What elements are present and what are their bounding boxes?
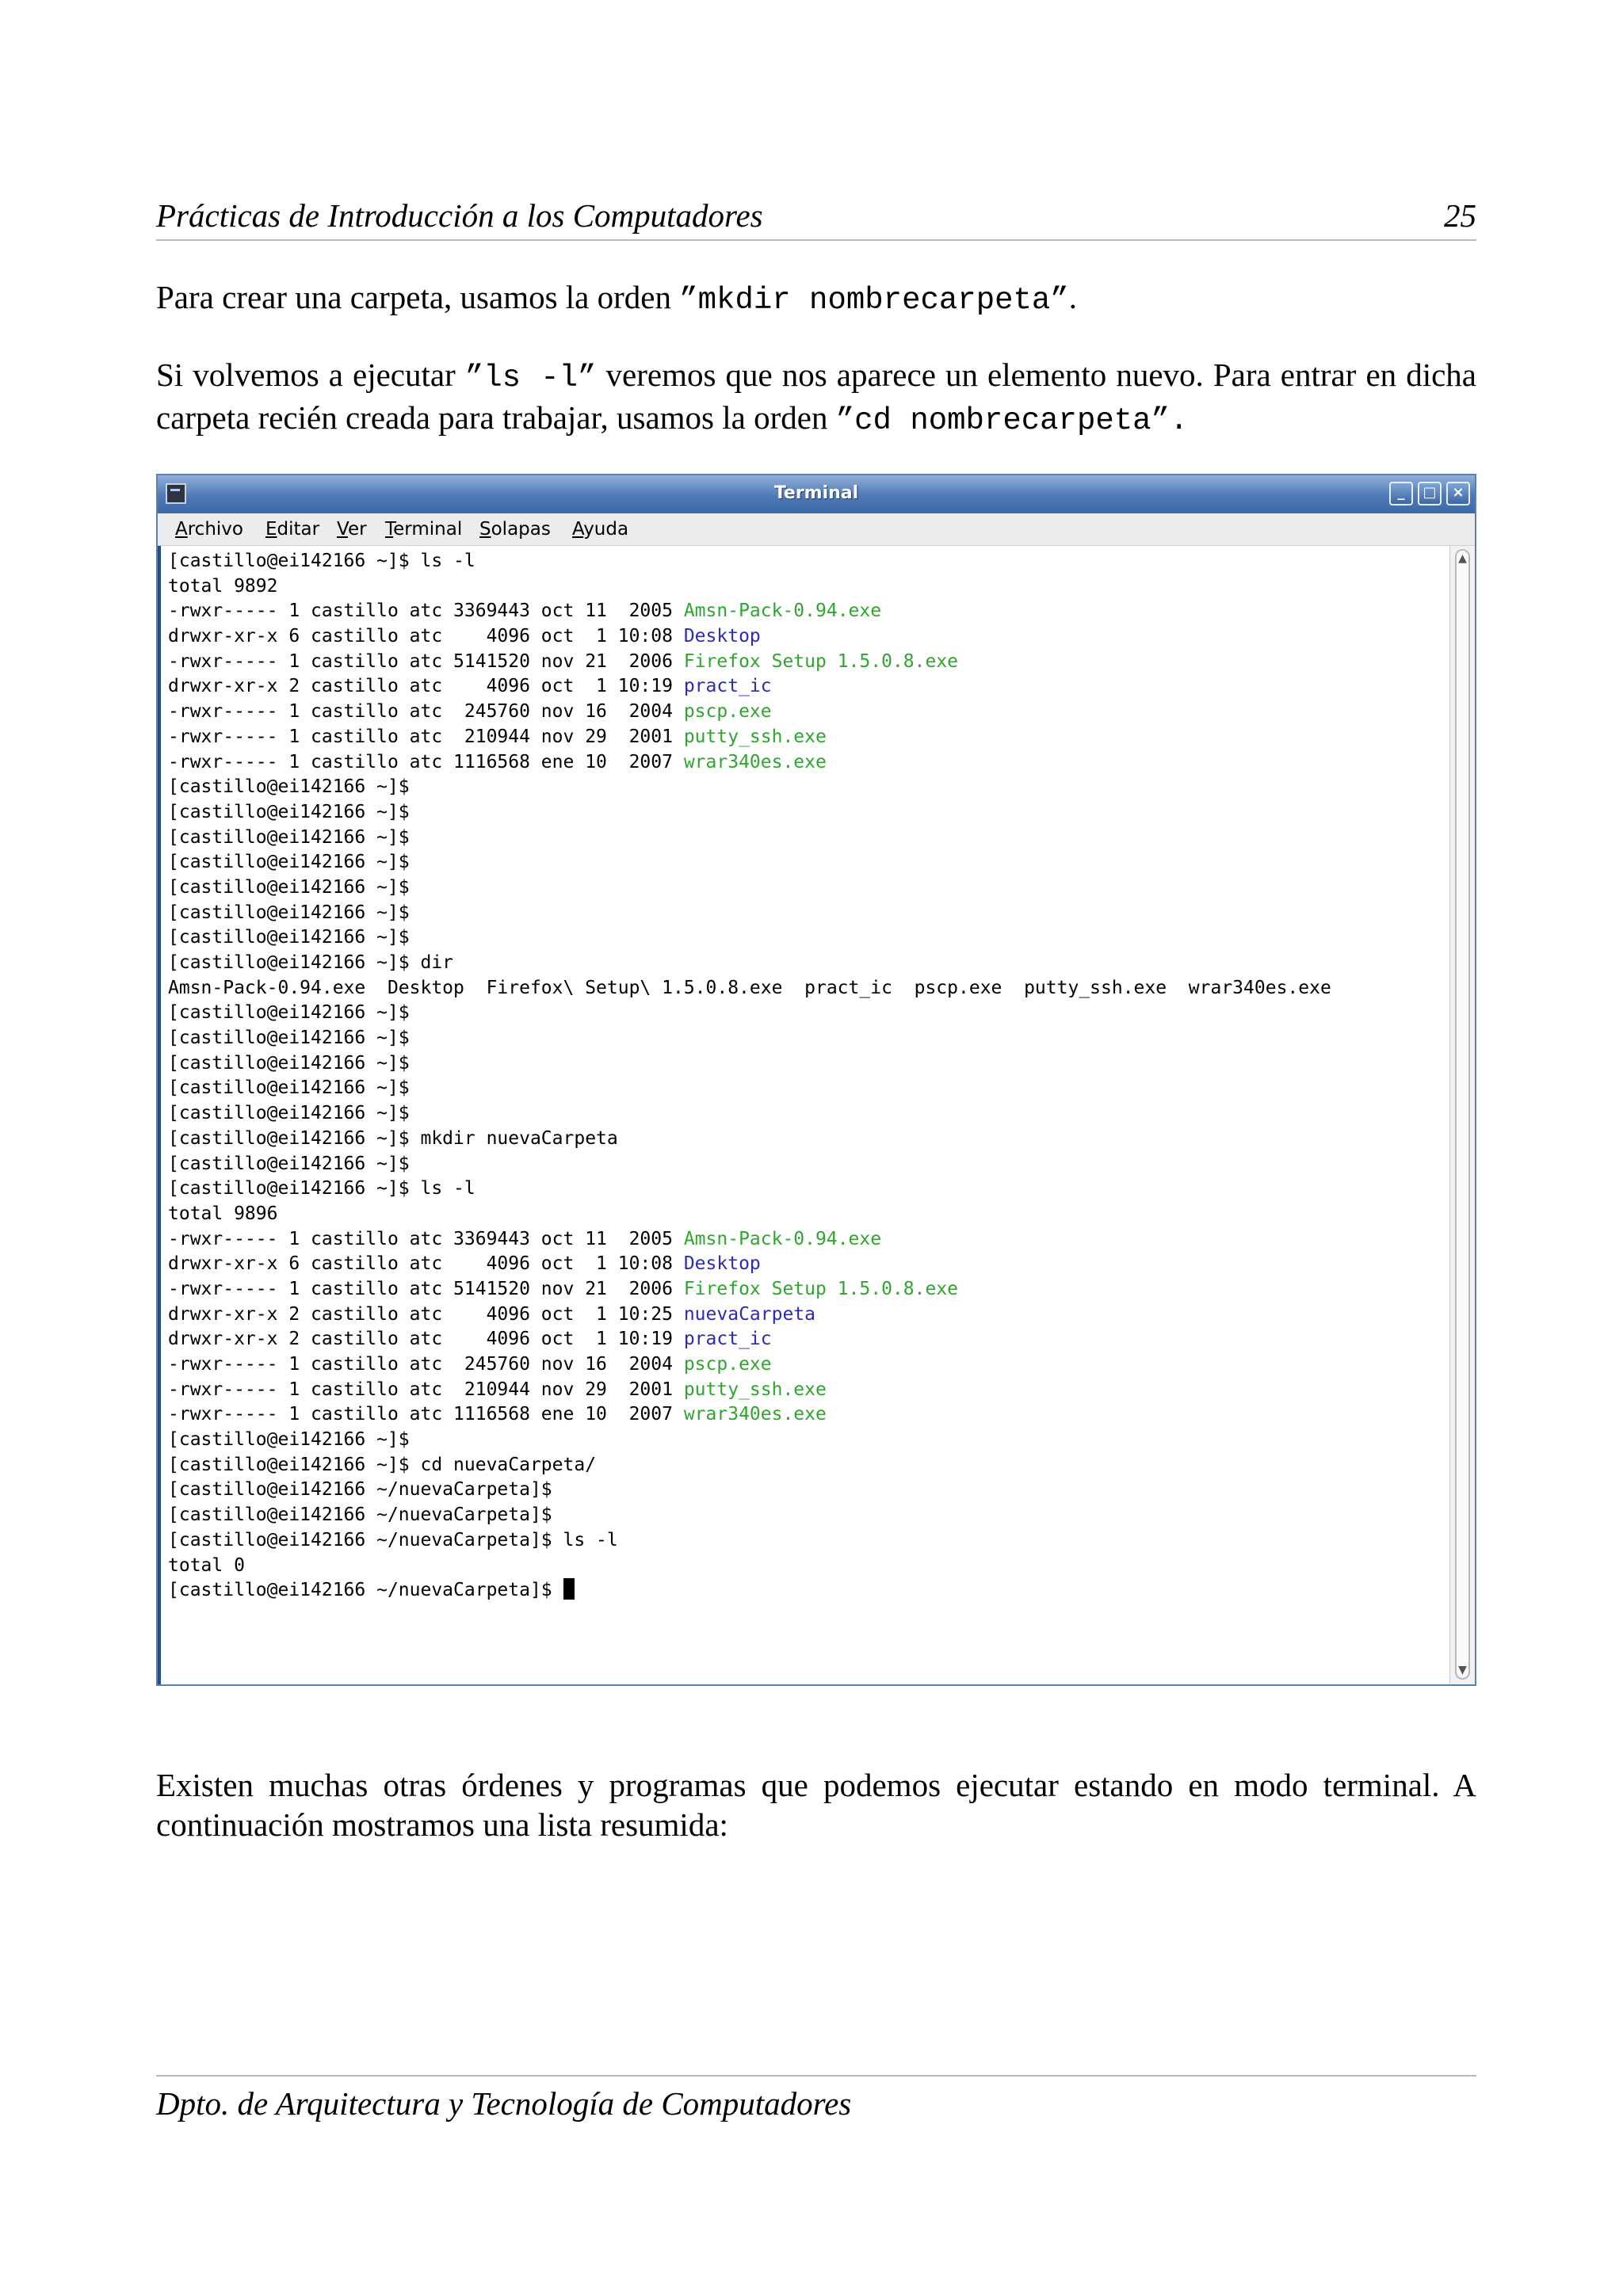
terminal-line [168,976,1331,1001]
terminal-text: [castillo@ei142166 ~]$ [168,1052,410,1074]
paragraph-summary: Existen muchas otras órdenes y programas que podemos ejecutar estando en modo terminal. A continuación mostramos una lista resumida: [156,1767,1476,1843]
terminal-line [168,1277,1331,1302]
terminal-output[interactable] [158,546,1449,1684]
executable-file-name: Firefox Setup 1.5.0.8.exe [683,1278,959,1299]
paragraph-ls-cd [156,355,1476,441]
terminal-text: total 9892 [168,575,278,597]
executable-file-name: pscp.exe [683,1354,772,1375]
terminal-lines [168,549,1331,1604]
terminal-line [168,549,1331,574]
terminal-line [168,1578,1331,1604]
terminal-line [168,1378,1331,1403]
menu-bar [158,513,1475,546]
terminal-text: [castillo@ei142166 ~]$ [168,902,410,923]
terminal-line [168,800,1331,826]
terminal-line [168,1252,1331,1277]
terminal-line [168,700,1331,725]
paragraph-text: Para crear una carpeta, usamos la orden [156,279,680,315]
terminal-line [168,1528,1331,1554]
terminal-line [168,875,1331,901]
terminal-text: Amsn-Pack-0.94.exe Desktop Firefox\ Setup\ 1.5.0.8.exe pract_ic pscp.exe putty_ssh.exe wrar340es.exe [168,977,1331,998]
scroll-up-icon[interactable]: ▲ [1458,552,1467,565]
page-footer [156,2075,1476,2122]
window-titlebar[interactable] [158,475,1475,513]
header-title: Prácticas de Introducción a los Computadores [156,197,763,234]
terminal-text: -rwxr----- 1 castillo atc 245760 nov 16 2004 [168,701,684,723]
terminal-text: [castillo@ei142166 ~]$ [168,927,410,948]
terminal-line [168,1428,1331,1453]
terminal-text: [castillo@ei142166 ~]$ [168,1153,410,1174]
terminal-line [168,1152,1331,1177]
minimize-icon[interactable]: _ [1389,482,1413,505]
directory-name: pract_ic [683,676,772,697]
executable-file-name: wrar340es.exe [683,1404,827,1425]
terminal-line [168,1227,1331,1253]
terminal-line [168,775,1331,800]
terminal-line [168,1453,1331,1478]
terminal-line [168,599,1331,624]
page-number: 25 [1444,197,1476,234]
terminal-text: total 9896 [168,1203,278,1224]
terminal-text: [castillo@ei142166 ~]$ [168,826,410,848]
scrollbar[interactable] [1449,546,1475,1684]
paragraph-end: . [1068,279,1077,315]
terminal-text: -rwxr----- 1 castillo atc 5141520 nov 21 2006 [168,650,684,672]
terminal-line [168,1503,1331,1528]
terminal-line [168,901,1331,926]
terminal-window [156,474,1476,1686]
command-ls: ”ls -l” [464,360,597,395]
terminal-line [168,725,1331,750]
directory-name: pract_ic [683,1329,772,1350]
page-header [156,193,1476,241]
executable-file-name: putty_ssh.exe [683,1379,827,1400]
footer-text: Dpto. de Arquitectura y Tecnología de Computadores [156,2085,852,2122]
terminal-line [168,1327,1331,1352]
terminal-line [168,1076,1331,1101]
terminal-text: [castillo@ei142166 ~]$ ls -l [168,551,475,571]
terminal-line [168,624,1331,650]
command-mkdir: ”mkdir nombrecarpeta” [679,283,1069,318]
terminal-line [168,750,1331,776]
terminal-line [168,1302,1331,1328]
directory-name: Desktop [683,1253,761,1275]
terminal-line [168,1026,1331,1051]
close-icon[interactable]: × [1446,482,1470,505]
terminal-line [168,1202,1331,1227]
terminal-text: [castillo@ei142166 ~]$ ls -l [168,1178,475,1199]
terminal-text: drwxr-xr-x 2 castillo atc 4096 oct 1 10:25 [168,1303,684,1325]
terminal-line [168,1554,1331,1579]
window-title: Terminal [773,483,859,503]
terminal-text: [castillo@ei142166 ~]$ [168,1028,410,1049]
executable-file-name: Amsn-Pack-0.94.exe [683,1228,882,1249]
terminal-line [168,1127,1331,1152]
terminal-text: [castillo@ei142166 ~]$ [168,1002,410,1024]
terminal-text: [castillo@ei142166 ~/nuevaCarpeta]$ ls -l [168,1529,618,1550]
terminal-text: drwxr-xr-x 2 castillo atc 4096 oct 1 10:19 [168,1329,684,1350]
terminal-text: -rwxr----- 1 castillo atc 3369443 oct 11 2005 [168,601,684,622]
scroll-down-icon[interactable]: ▼ [1458,1664,1467,1676]
terminal-line [168,1177,1331,1202]
terminal-line [168,951,1331,976]
terminal-text: [castillo@ei142166 ~/nuevaCarpeta]$ [168,1505,552,1526]
terminal-text: drwxr-xr-x 2 castillo atc 4096 oct 1 10:19 [168,676,684,697]
terminal-line [168,650,1331,675]
terminal-text: [castillo@ei142166 ~]$ [168,801,410,822]
terminal-text: [castillo@ei142166 ~]$ mkdir nuevaCarpeta [168,1127,618,1149]
terminal-text: drwxr-xr-x 6 castillo atc 4096 oct 1 10:08 [168,1253,684,1275]
terminal-line [168,1478,1331,1503]
command-cd: ”cd nombrecarpeta”. [835,403,1189,438]
directory-name: Desktop [683,626,761,647]
menu-archivo[interactable]: Archivo [175,519,243,540]
terminal-text: -rwxr----- 1 castillo atc 210944 nov 29 2001 [168,1379,684,1400]
terminal-text: -rwxr----- 1 castillo atc 1116568 ene 10 2007 [168,1404,684,1425]
executable-file-name: wrar340es.exe [683,751,827,772]
terminal-line [168,850,1331,875]
terminal-text: [castillo@ei142166 ~]$ [168,1429,410,1451]
paragraph-text: Si volvemos a ejecutar [156,357,465,393]
executable-file-name: Amsn-Pack-0.94.exe [683,601,882,622]
scrollbar-track[interactable] [1455,549,1470,1680]
terminal-text: [castillo@ei142166 ~]$ cd nuevaCarpeta/ [168,1454,597,1475]
terminal-line [168,826,1331,851]
menu-solapas[interactable]: Solapas [479,519,551,540]
executable-file-name: Firefox Setup 1.5.0.8.exe [683,650,959,672]
terminal-line [168,1001,1331,1026]
directory-name: nuevaCarpeta [683,1303,815,1325]
paragraph-mkdir [156,277,1476,320]
terminal-line [168,574,1331,600]
terminal-text: -rwxr----- 1 castillo atc 210944 nov 29 2001 [168,726,684,747]
terminal-text: [castillo@ei142166 ~]$ dir [168,952,454,973]
terminal-text: -rwxr----- 1 castillo atc 1116568 ene 10 2007 [168,751,684,772]
terminal-line [168,674,1331,700]
menu-terminal[interactable]: Terminal [385,519,463,540]
terminal-line [168,1101,1331,1127]
maximize-icon[interactable]: □ [1418,482,1442,505]
terminal-line [168,925,1331,951]
menu-ver[interactable]: Ver [337,519,367,540]
terminal-text: drwxr-xr-x 6 castillo atc 4096 oct 1 10:08 [168,626,684,647]
terminal-text: -rwxr----- 1 castillo atc 3369443 oct 11 2005 [168,1228,684,1249]
terminal-text: [castillo@ei142166 ~]$ [168,876,410,898]
terminal-text: [castillo@ei142166 ~]$ [168,776,410,798]
terminal-line [168,1051,1331,1077]
terminal-text: -rwxr----- 1 castillo atc 5141520 nov 21 2006 [168,1278,684,1299]
executable-file-name: pscp.exe [683,701,772,723]
terminal-text: [castillo@ei142166 ~]$ [168,1077,410,1099]
paragraph-text: veremos que nos aparece un elemento nuevo. Para entrar en dicha carpeta recién creada para trabajar, usamos la orden [156,357,1476,436]
terminal-line [168,1402,1331,1428]
terminal-line [168,1352,1331,1378]
terminal-text: total 0 [168,1554,245,1576]
menu-ayuda[interactable]: Ayuda [572,519,629,540]
menu-editar[interactable]: Editar [265,519,320,540]
terminal-text: [castillo@ei142166 ~]$ [168,1103,410,1124]
terminal-text: [castillo@ei142166 ~/nuevaCarpeta]$ [168,1580,563,1601]
terminal-text: [castillo@ei142166 ~/nuevaCarpeta]$ [168,1479,552,1501]
terminal-text: [castillo@ei142166 ~]$ [168,852,410,873]
executable-file-name: putty_ssh.exe [683,726,827,747]
text-cursor [563,1578,575,1600]
terminal-text: -rwxr----- 1 castillo atc 245760 nov 16 2004 [168,1354,684,1375]
